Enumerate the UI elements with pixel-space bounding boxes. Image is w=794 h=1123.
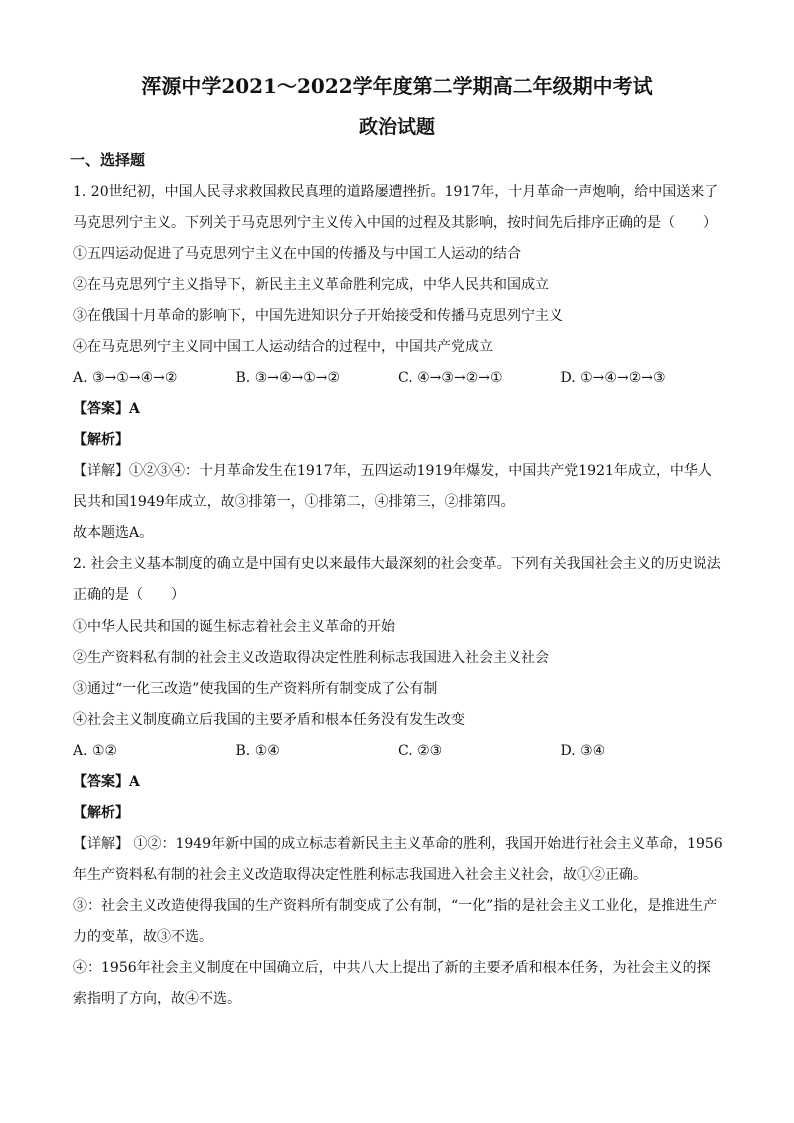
q1-detail-line1: 【详解】①②③④：十月革命发生在1917年，五四运动1919年爆发，中国共产党1921年成立，中华人 <box>73 463 712 479</box>
q2-item-4: ④社会主义制度确立后我国的主要矛盾和根本任务没有发生改变 <box>73 712 465 728</box>
q1-options <box>73 368 723 388</box>
q1-detail-line2: 民共和国1949年成立，故③排第一，①排第二，④排第三，②排第四。 <box>73 494 515 510</box>
q2-stem-line2: 正确的是（ ） <box>73 587 185 603</box>
q1-option-c: C. ④→③→②→① <box>398 370 503 386</box>
q1-item-4: ④在马克思列宁主义同中国工人运动结合的过程中，中国共产党成立 <box>73 339 493 355</box>
q1-option-a: A. ③→①→④→② <box>73 370 178 386</box>
q2-detail-line2: 年生产资料私有制的社会主义改造取得决定性胜利标志我国进入社会主义社会，故①②正确。 <box>73 867 647 883</box>
q2-stem-line1: 2. 社会主义基本制度的确立是中国有史以来最伟大最深刻的社会变革。下列有关我国社会主义的历史说法 <box>73 556 721 572</box>
q2-detail-line4: 力的变革，故③不选。 <box>73 929 213 945</box>
q2-answer: 【答案】A <box>73 774 140 790</box>
q1-analysis-label: 【解析】 <box>73 432 129 448</box>
q1-conclusion: 故本题选A。 <box>73 525 154 541</box>
q1-item-1: ①五四运动促进了马克思列宁主义在中国的传播及与中国工人运动的结合 <box>73 246 521 262</box>
q2-options <box>73 741 723 761</box>
q2-option-d: D. ③④ <box>560 743 606 759</box>
q1-stem-line1: 1. 20世纪初，中国人民寻求救国救民真理的道路屡遭挫折。1917年，十月革命一声炮响，给中国送来了 <box>73 184 719 200</box>
section-heading: 一、选择题 <box>70 151 146 169</box>
q2-detail-line6: 索指明了方向，故④不选。 <box>73 991 241 1007</box>
q1-option-b: B. ③→④→①→② <box>235 370 341 386</box>
q1-stem-line2: 马克思列宁主义。下列关于马克思列宁主义传入中国的过程及其影响，按时间先后排序正确的是（ ） <box>73 215 717 231</box>
q1-answer: 【答案】A <box>73 401 140 417</box>
q2-detail-line1: 【详解】 ①②：1949年新中国的成立标志着新民主主义革命的胜利，我国开始进行社会主义革命，1956 <box>73 836 723 852</box>
q2-option-c: C. ②③ <box>398 743 443 759</box>
q2-item-2: ②生产资料私有制的社会主义改造取得决定性胜利标志我国进入社会主义社会 <box>73 650 549 666</box>
q1-item-3: ③在俄国十月革命的影响下，中国先进知识分子开始接受和传播马克思列宁主义 <box>73 308 563 324</box>
q2-detail-line5: ④：1956年社会主义制度在中国确立后，中共八大上提出了新的主要矛盾和根本任务，为社会主义的探 <box>73 960 711 976</box>
q2-item-1: ①中华人民共和国的诞生标志着社会主义革命的开始 <box>73 619 395 635</box>
q2-analysis-label: 【解析】 <box>73 805 129 821</box>
q2-option-b: B. ①④ <box>235 743 280 759</box>
q1-option-d: D. ①→④→②→③ <box>560 370 666 386</box>
q2-item-3: ③通过“一化三改造”使我国的生产资料所有制变成了公有制 <box>73 681 438 697</box>
q1-item-2: ②在马克思列宁主义指导下，新民主主义革命胜利完成，中华人民共和国成立 <box>73 277 549 293</box>
exam-title: 浑源中学2021～2022学年度第二学期高二年级期中考试 <box>141 74 653 98</box>
q2-detail-line3: ③：社会主义改造使得我国的生产资料所有制变成了公有制，“一化”指的是社会主义工业化，是推进生产 <box>73 898 718 914</box>
q2-option-a: A. ①② <box>73 743 118 759</box>
exam-subtitle: 政治试题 <box>358 116 435 138</box>
